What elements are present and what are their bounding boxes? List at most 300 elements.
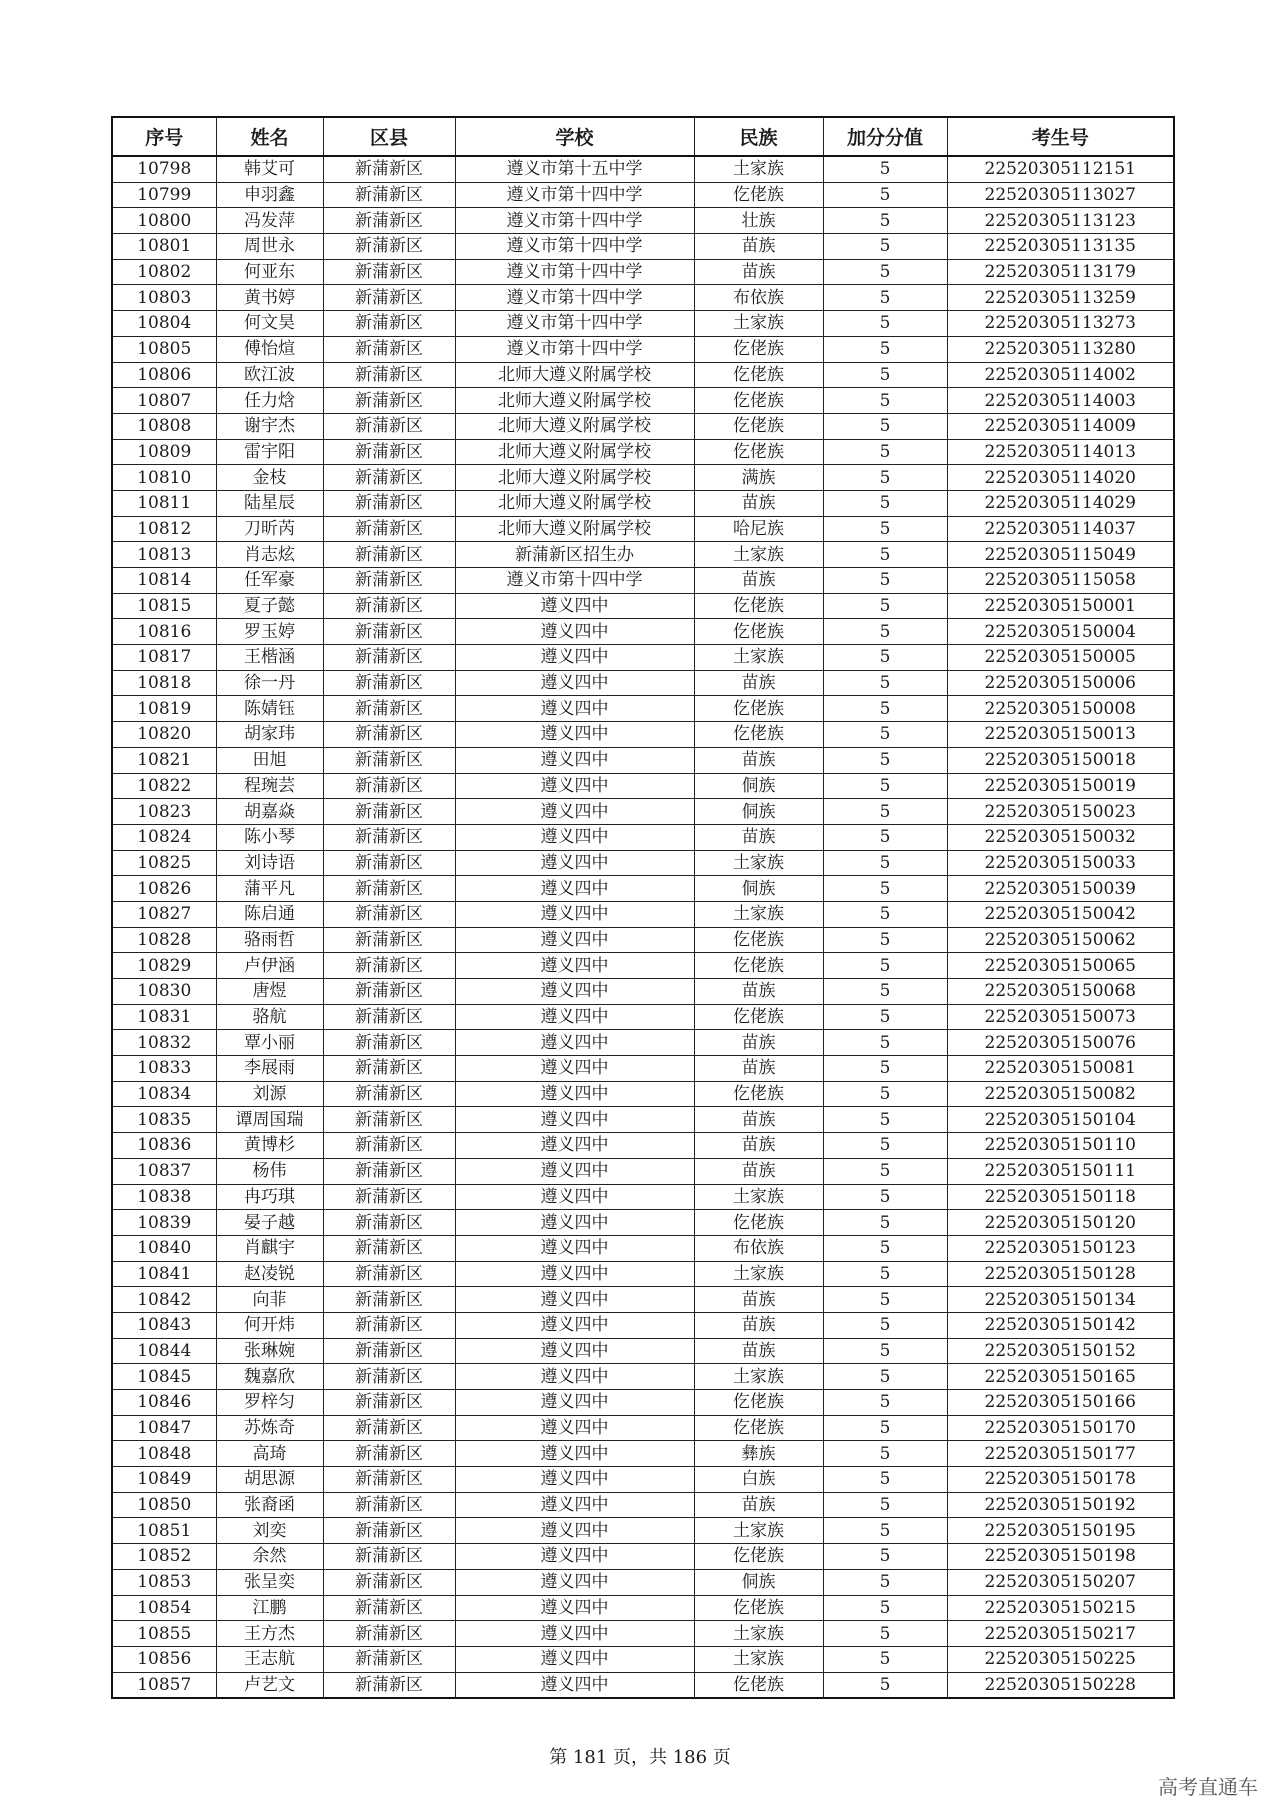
cell-name: 冉巧琪 [216,1184,323,1210]
cell-district: 新蒲新区 [323,388,455,414]
cell-exam-id: 22520305150111 [947,1158,1174,1184]
table-row [112,311,1174,337]
cell-bonus: 5 [823,747,947,773]
cell-district: 新蒲新区 [323,927,455,953]
watermark: 高考直通车 [1158,1775,1258,1799]
cell-school: 遵义四中 [455,670,694,696]
cell-exam-id: 22520305150001 [947,593,1174,619]
cell-ethnicity: 土家族 [694,156,823,182]
cell-bonus: 5 [823,901,947,927]
cell-name: 陆星辰 [216,490,323,516]
cell-school: 遵义四中 [455,1518,694,1544]
cell-school: 遵义市第十四中学 [455,208,694,234]
cell-name: 张琳婉 [216,1338,323,1364]
cell-school: 遵义四中 [455,1133,694,1159]
cell-ethnicity: 土家族 [694,645,823,671]
cell-ethnicity: 土家族 [694,1184,823,1210]
cell-ethnicity: 布依族 [694,1235,823,1261]
cell-seq: 10825 [112,850,216,876]
cell-ethnicity: 土家族 [694,1646,823,1672]
cell-seq: 10820 [112,722,216,748]
cell-ethnicity: 仡佬族 [694,1390,823,1416]
cell-exam-id: 22520305114037 [947,516,1174,542]
cell-school: 遵义市第十四中学 [455,259,694,285]
table-row [112,696,1174,722]
cell-bonus: 5 [823,311,947,337]
cell-seq: 10822 [112,773,216,799]
cell-school: 遵义四中 [455,1364,694,1390]
cell-name: 张裔函 [216,1492,323,1518]
cell-name: 黄博杉 [216,1133,323,1159]
table-row [112,1364,1174,1390]
table-row [112,439,1174,465]
cell-exam-id: 22520305150170 [947,1415,1174,1441]
cell-exam-id: 22520305150062 [947,927,1174,953]
cell-exam-id: 22520305150192 [947,1492,1174,1518]
cell-name: 唐煜 [216,979,323,1005]
cell-name: 肖麒宇 [216,1235,323,1261]
cell-ethnicity: 仡佬族 [694,182,823,208]
table-row [112,670,1174,696]
cell-ethnicity: 土家族 [694,311,823,337]
cell-seq: 10827 [112,901,216,927]
header-district: 区县 [323,117,455,156]
cell-district: 新蒲新区 [323,1107,455,1133]
cell-name: 肖志炫 [216,542,323,568]
table-row [112,1672,1174,1698]
cell-bonus: 5 [823,696,947,722]
cell-exam-id: 22520305113280 [947,336,1174,362]
cell-exam-id: 22520305150081 [947,1056,1174,1082]
cell-ethnicity: 仡佬族 [694,413,823,439]
cell-ethnicity: 仡佬族 [694,593,823,619]
cell-school: 遵义市第十四中学 [455,311,694,337]
cell-school: 遵义四中 [455,1621,694,1647]
cell-bonus: 5 [823,388,947,414]
header-ethnicity: 民族 [694,117,823,156]
table-row [112,1158,1174,1184]
table-row [112,285,1174,311]
cell-bonus: 5 [823,259,947,285]
cell-bonus: 5 [823,156,947,182]
cell-district: 新蒲新区 [323,439,455,465]
cell-school: 遵义四中 [455,1441,694,1467]
cell-name: 杨伟 [216,1158,323,1184]
cell-district: 新蒲新区 [323,1338,455,1364]
cell-seq: 10838 [112,1184,216,1210]
cell-name: 任力焓 [216,388,323,414]
table-row [112,362,1174,388]
cell-district: 新蒲新区 [323,1312,455,1338]
table-body [112,156,1174,1698]
cell-ethnicity: 布依族 [694,285,823,311]
cell-ethnicity: 土家族 [694,901,823,927]
table-row [112,182,1174,208]
header-seq: 序号 [112,117,216,156]
cell-ethnicity: 苗族 [694,824,823,850]
cell-seq: 10829 [112,953,216,979]
cell-district: 新蒲新区 [323,1158,455,1184]
cell-exam-id: 22520305150033 [947,850,1174,876]
cell-school: 遵义市第十四中学 [455,285,694,311]
cell-name: 冯发萍 [216,208,323,234]
cell-bonus: 5 [823,1287,947,1313]
cell-exam-id: 22520305114003 [947,388,1174,414]
cell-ethnicity: 壮族 [694,208,823,234]
cell-exam-id: 22520305150104 [947,1107,1174,1133]
cell-bonus: 5 [823,1261,947,1287]
cell-bonus: 5 [823,593,947,619]
cell-seq: 10848 [112,1441,216,1467]
cell-ethnicity: 土家族 [694,850,823,876]
cell-exam-id: 22520305150228 [947,1672,1174,1698]
cell-bonus: 5 [823,182,947,208]
cell-bonus: 5 [823,1364,947,1390]
cell-seq: 10852 [112,1544,216,1570]
cell-name: 刘奕 [216,1518,323,1544]
table-row [112,1518,1174,1544]
cell-exam-id: 22520305150082 [947,1081,1174,1107]
cell-seq: 10828 [112,927,216,953]
cell-name: 晏子越 [216,1210,323,1236]
cell-exam-id: 22520305113179 [947,259,1174,285]
cell-name: 赵凌锐 [216,1261,323,1287]
cell-district: 新蒲新区 [323,1595,455,1621]
cell-school: 遵义四中 [455,927,694,953]
cell-bonus: 5 [823,234,947,260]
cell-school: 遵义四中 [455,1030,694,1056]
cell-bonus: 5 [823,799,947,825]
cell-district: 新蒲新区 [323,1235,455,1261]
cell-school: 遵义四中 [455,747,694,773]
cell-school: 遵义四中 [455,696,694,722]
cell-seq: 10821 [112,747,216,773]
cell-bonus: 5 [823,1621,947,1647]
cell-bonus: 5 [823,876,947,902]
cell-school: 遵义四中 [455,1492,694,1518]
table-row [112,413,1174,439]
cell-name: 黄书婷 [216,285,323,311]
cell-name: 陈小琴 [216,824,323,850]
cell-exam-id: 22520305150042 [947,901,1174,927]
table-row [112,516,1174,542]
cell-seq: 10835 [112,1107,216,1133]
cell-seq: 10850 [112,1492,216,1518]
cell-school: 遵义四中 [455,619,694,645]
cell-bonus: 5 [823,1595,947,1621]
cell-exam-id: 22520305150076 [947,1030,1174,1056]
table-row [112,799,1174,825]
cell-ethnicity: 仡佬族 [694,1544,823,1570]
cell-district: 新蒲新区 [323,1621,455,1647]
cell-ethnicity: 苗族 [694,1030,823,1056]
cell-school: 新蒲新区招生办 [455,542,694,568]
cell-bonus: 5 [823,439,947,465]
cell-seq: 10802 [112,259,216,285]
cell-name: 卢伊涵 [216,953,323,979]
cell-district: 新蒲新区 [323,1646,455,1672]
table-row [112,1081,1174,1107]
bonus-points-table [111,116,1175,1699]
cell-exam-id: 22520305150165 [947,1364,1174,1390]
cell-district: 新蒲新区 [323,747,455,773]
cell-district: 新蒲新区 [323,1210,455,1236]
table-row [112,953,1174,979]
cell-exam-id: 22520305150120 [947,1210,1174,1236]
table-row [112,1544,1174,1570]
cell-seq: 10801 [112,234,216,260]
cell-school: 遵义四中 [455,1569,694,1595]
cell-exam-id: 22520305150019 [947,773,1174,799]
cell-name: 谢宇杰 [216,413,323,439]
cell-ethnicity: 苗族 [694,568,823,594]
cell-district: 新蒲新区 [323,593,455,619]
cell-name: 何文昊 [216,311,323,337]
cell-exam-id: 22520305150068 [947,979,1174,1005]
cell-name: 徐一丹 [216,670,323,696]
cell-exam-id: 22520305150008 [947,696,1174,722]
cell-district: 新蒲新区 [323,1287,455,1313]
cell-seq: 10854 [112,1595,216,1621]
cell-exam-id: 22520305150039 [947,876,1174,902]
cell-district: 新蒲新区 [323,901,455,927]
cell-seq: 10818 [112,670,216,696]
cell-seq: 10814 [112,568,216,594]
cell-district: 新蒲新区 [323,645,455,671]
cell-seq: 10851 [112,1518,216,1544]
cell-ethnicity: 苗族 [694,234,823,260]
cell-bonus: 5 [823,1467,947,1493]
cell-seq: 10803 [112,285,216,311]
table-row [112,645,1174,671]
cell-bonus: 5 [823,1415,947,1441]
table-row [112,824,1174,850]
cell-ethnicity: 仡佬族 [694,388,823,414]
cell-ethnicity: 仡佬族 [694,1004,823,1030]
cell-seq: 10813 [112,542,216,568]
cell-school: 遵义四中 [455,1004,694,1030]
cell-bonus: 5 [823,824,947,850]
cell-bonus: 5 [823,1081,947,1107]
cell-school: 遵义四中 [455,824,694,850]
cell-name: 胡家玮 [216,722,323,748]
cell-district: 新蒲新区 [323,516,455,542]
cell-exam-id: 22520305114013 [947,439,1174,465]
cell-seq: 10839 [112,1210,216,1236]
table-row [112,619,1174,645]
cell-district: 新蒲新区 [323,234,455,260]
cell-exam-id: 22520305150065 [947,953,1174,979]
cell-district: 新蒲新区 [323,619,455,645]
cell-bonus: 5 [823,568,947,594]
cell-school: 遵义市第十四中学 [455,182,694,208]
cell-ethnicity: 侗族 [694,1569,823,1595]
cell-school: 遵义四中 [455,979,694,1005]
cell-seq: 10810 [112,465,216,491]
cell-bonus: 5 [823,1492,947,1518]
cell-exam-id: 22520305115049 [947,542,1174,568]
cell-bonus: 5 [823,208,947,234]
cell-bonus: 5 [823,1646,947,1672]
cell-name: 骆雨哲 [216,927,323,953]
cell-exam-id: 22520305150177 [947,1441,1174,1467]
cell-exam-id: 22520305150195 [947,1518,1174,1544]
cell-seq: 10849 [112,1467,216,1493]
cell-name: 何亚东 [216,259,323,285]
cell-school: 遵义四中 [455,901,694,927]
cell-ethnicity: 侗族 [694,876,823,902]
cell-seq: 10840 [112,1235,216,1261]
cell-bonus: 5 [823,285,947,311]
cell-name: 王方杰 [216,1621,323,1647]
cell-name: 任军豪 [216,568,323,594]
cell-bonus: 5 [823,927,947,953]
cell-name: 高琦 [216,1441,323,1467]
cell-ethnicity: 苗族 [694,1312,823,1338]
cell-bonus: 5 [823,1544,947,1570]
cell-exam-id: 22520305113027 [947,182,1174,208]
cell-district: 新蒲新区 [323,1364,455,1390]
cell-school: 遵义四中 [455,1646,694,1672]
cell-name: 胡思源 [216,1467,323,1493]
cell-exam-id: 22520305150225 [947,1646,1174,1672]
cell-exam-id: 22520305150134 [947,1287,1174,1313]
cell-seq: 10806 [112,362,216,388]
cell-seq: 10809 [112,439,216,465]
cell-ethnicity: 苗族 [694,670,823,696]
cell-school: 遵义四中 [455,645,694,671]
cell-name: 陈启通 [216,901,323,927]
table-row [112,234,1174,260]
cell-ethnicity: 哈尼族 [694,516,823,542]
cell-school: 遵义四中 [455,1312,694,1338]
cell-ethnicity: 仡佬族 [694,722,823,748]
cell-district: 新蒲新区 [323,824,455,850]
cell-seq: 10837 [112,1158,216,1184]
cell-school: 遵义四中 [455,953,694,979]
cell-name: 骆航 [216,1004,323,1030]
cell-bonus: 5 [823,1107,947,1133]
header-exam-id: 考生号 [947,117,1174,156]
cell-exam-id: 22520305150207 [947,1569,1174,1595]
table-row [112,1569,1174,1595]
cell-name: 韩艾可 [216,156,323,182]
cell-seq: 10843 [112,1312,216,1338]
cell-seq: 10811 [112,490,216,516]
cell-bonus: 5 [823,722,947,748]
table-row [112,259,1174,285]
cell-ethnicity: 土家族 [694,1364,823,1390]
table-row [112,1235,1174,1261]
cell-school: 遵义四中 [455,1081,694,1107]
cell-seq: 10841 [112,1261,216,1287]
cell-exam-id: 22520305150032 [947,824,1174,850]
cell-seq: 10800 [112,208,216,234]
cell-seq: 10857 [112,1672,216,1698]
cell-bonus: 5 [823,1133,947,1159]
table-row [112,1415,1174,1441]
cell-ethnicity: 苗族 [694,1056,823,1082]
cell-school: 北师大遵义附属学校 [455,388,694,414]
cell-exam-id: 22520305150118 [947,1184,1174,1210]
table-row [112,593,1174,619]
cell-ethnicity: 苗族 [694,979,823,1005]
cell-district: 新蒲新区 [323,1672,455,1698]
cell-district: 新蒲新区 [323,568,455,594]
cell-district: 新蒲新区 [323,722,455,748]
cell-bonus: 5 [823,1004,947,1030]
cell-ethnicity: 苗族 [694,1287,823,1313]
cell-name: 雷宇阳 [216,439,323,465]
cell-district: 新蒲新区 [323,1544,455,1570]
cell-school: 北师大遵义附属学校 [455,439,694,465]
cell-ethnicity: 仡佬族 [694,1672,823,1698]
cell-exam-id: 22520305112151 [947,156,1174,182]
cell-name: 卢艺文 [216,1672,323,1698]
cell-district: 新蒲新区 [323,1261,455,1287]
table-row [112,1261,1174,1287]
cell-bonus: 5 [823,1672,947,1698]
cell-school: 遵义四中 [455,876,694,902]
cell-district: 新蒲新区 [323,799,455,825]
cell-school: 遵义四中 [455,1107,694,1133]
cell-bonus: 5 [823,465,947,491]
cell-seq: 10845 [112,1364,216,1390]
cell-exam-id: 22520305150006 [947,670,1174,696]
cell-school: 遵义四中 [455,1415,694,1441]
cell-district: 新蒲新区 [323,259,455,285]
table-row [112,1210,1174,1236]
cell-name: 覃小丽 [216,1030,323,1056]
cell-exam-id: 22520305113273 [947,311,1174,337]
cell-bonus: 5 [823,953,947,979]
cell-seq: 10823 [112,799,216,825]
table-row [112,850,1174,876]
cell-exam-id: 22520305150023 [947,799,1174,825]
cell-district: 新蒲新区 [323,336,455,362]
cell-exam-id: 22520305114009 [947,413,1174,439]
cell-exam-id: 22520305114020 [947,465,1174,491]
table-row [112,1004,1174,1030]
cell-ethnicity: 侗族 [694,773,823,799]
table-row [112,1287,1174,1313]
cell-school: 遵义四中 [455,773,694,799]
cell-exam-id: 22520305113259 [947,285,1174,311]
cell-name: 田旭 [216,747,323,773]
cell-school: 遵义四中 [455,1467,694,1493]
cell-ethnicity: 仡佬族 [694,619,823,645]
cell-seq: 10805 [112,336,216,362]
cell-seq: 10833 [112,1056,216,1082]
cell-bonus: 5 [823,1312,947,1338]
cell-seq: 10817 [112,645,216,671]
table-row [112,490,1174,516]
cell-exam-id: 22520305150152 [947,1338,1174,1364]
cell-name: 罗玉婷 [216,619,323,645]
cell-district: 新蒲新区 [323,1390,455,1416]
cell-seq: 10799 [112,182,216,208]
cell-exam-id: 22520305114002 [947,362,1174,388]
cell-bonus: 5 [823,1441,947,1467]
cell-ethnicity: 苗族 [694,1133,823,1159]
cell-seq: 10808 [112,413,216,439]
table-row [112,1056,1174,1082]
cell-school: 遵义四中 [455,1390,694,1416]
table-row [112,388,1174,414]
cell-seq: 10807 [112,388,216,414]
cell-ethnicity: 苗族 [694,259,823,285]
cell-seq: 10819 [112,696,216,722]
